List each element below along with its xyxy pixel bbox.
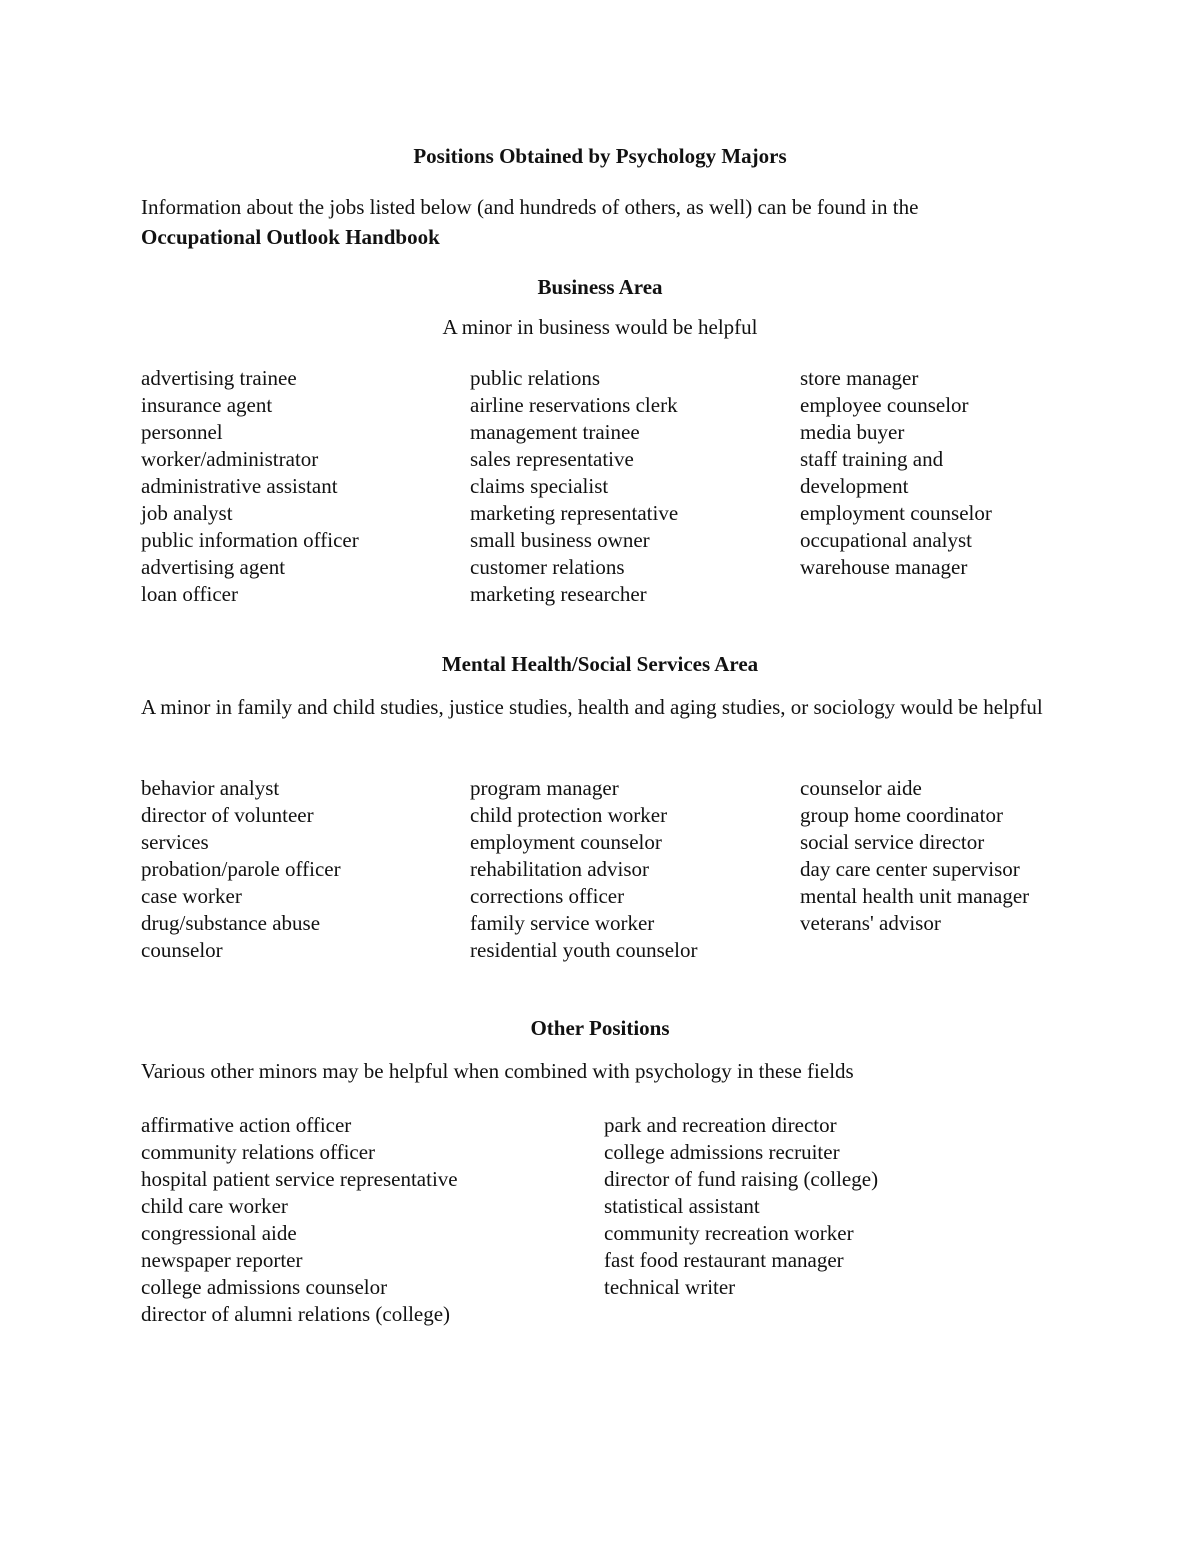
list-item: administrative assistant bbox=[141, 474, 338, 498]
list-item: drug/substance abuse bbox=[141, 911, 321, 935]
list-item: occupational analyst bbox=[800, 528, 973, 552]
list-item: management trainee bbox=[470, 420, 640, 444]
list-item: congressional aide bbox=[141, 1221, 297, 1245]
business-column-3 bbox=[800, 365, 992, 581]
list-item: fast food restaurant manager bbox=[604, 1248, 844, 1272]
list-item: child protection worker bbox=[470, 803, 668, 827]
list-item: mental health unit manager bbox=[800, 884, 1030, 908]
list-item: program manager bbox=[470, 776, 619, 800]
list-item: employment counselor bbox=[800, 501, 992, 525]
list-item: media buyer bbox=[800, 420, 905, 444]
list-item: hospital patient service representative bbox=[141, 1167, 458, 1191]
list-item: group home coordinator bbox=[800, 803, 1003, 827]
list-item: director of volunteer bbox=[141, 803, 314, 827]
mental-health-column-2 bbox=[470, 775, 697, 964]
list-item: community relations officer bbox=[141, 1140, 376, 1164]
list-item: technical writer bbox=[604, 1275, 736, 1299]
list-item: affirmative action officer bbox=[141, 1113, 352, 1137]
business-heading: Business Area bbox=[537, 275, 663, 299]
list-item: rehabilitation advisor bbox=[470, 857, 650, 881]
list-item: marketing representative bbox=[470, 501, 679, 525]
list-item: director of alumni relations (college) bbox=[141, 1302, 451, 1326]
list-item: development bbox=[800, 474, 909, 498]
list-item: personnel bbox=[141, 420, 223, 444]
mental-health-note: A minor in family and child studies, justice studies, health and aging studies, or sociology would be helpful bbox=[141, 695, 1043, 719]
page-title: Positions Obtained by Psychology Majors bbox=[413, 144, 787, 168]
business-note: A minor in business would be helpful bbox=[442, 315, 758, 339]
other-column-1 bbox=[141, 1112, 458, 1328]
intro-text: Information about the jobs listed below (and hundreds of others, as well) can be found in the bbox=[141, 195, 919, 219]
list-item: public information officer bbox=[141, 528, 359, 552]
mental-health-column-3 bbox=[800, 775, 1029, 937]
list-item: corrections officer bbox=[470, 884, 625, 908]
business-column-1 bbox=[141, 365, 359, 608]
other-column-2 bbox=[604, 1112, 878, 1301]
list-item: staff training and bbox=[800, 447, 944, 471]
list-item: college admissions counselor bbox=[141, 1275, 388, 1299]
list-item: job analyst bbox=[141, 501, 233, 525]
list-item: counselor bbox=[141, 938, 223, 962]
list-item: counselor aide bbox=[800, 776, 922, 800]
handbook-title: Occupational Outlook Handbook bbox=[141, 225, 440, 249]
list-item: park and recreation director bbox=[604, 1113, 837, 1137]
list-item: small business owner bbox=[470, 528, 650, 552]
list-item: statistical assistant bbox=[604, 1194, 760, 1218]
list-item: college admissions recruiter bbox=[604, 1140, 840, 1164]
list-item: advertising trainee bbox=[141, 366, 297, 390]
list-item: advertising agent bbox=[141, 555, 286, 579]
list-item: employment counselor bbox=[470, 830, 662, 854]
list-item: airline reservations clerk bbox=[470, 393, 678, 417]
list-item: sales representative bbox=[470, 447, 634, 471]
business-column-2 bbox=[470, 365, 678, 608]
mental-health-heading: Mental Health/Social Services Area bbox=[441, 652, 759, 676]
list-item: store manager bbox=[800, 366, 919, 390]
list-item: child care worker bbox=[141, 1194, 288, 1218]
list-item: services bbox=[141, 830, 209, 854]
list-item: customer relations bbox=[470, 555, 625, 579]
list-item: case worker bbox=[141, 884, 242, 908]
list-item: day care center supervisor bbox=[800, 857, 1020, 881]
list-item: public relations bbox=[470, 366, 601, 390]
list-item: newspaper reporter bbox=[141, 1248, 303, 1272]
list-item: residential youth counselor bbox=[470, 938, 698, 962]
list-item: loan officer bbox=[141, 582, 238, 606]
other-note: Various other minors may be helpful when combined with psychology in these fields bbox=[141, 1059, 854, 1083]
list-item: worker/administrator bbox=[141, 447, 319, 471]
list-item: family service worker bbox=[470, 911, 655, 935]
list-item: veterans' advisor bbox=[800, 911, 941, 935]
list-item: warehouse manager bbox=[800, 555, 968, 579]
other-heading: Other Positions bbox=[530, 1016, 670, 1040]
list-item: social service director bbox=[800, 830, 985, 854]
list-item: insurance agent bbox=[141, 393, 273, 417]
list-item: marketing researcher bbox=[470, 582, 647, 606]
mental-health-column-1 bbox=[141, 775, 341, 964]
list-item: behavior analyst bbox=[141, 776, 280, 800]
list-item: employee counselor bbox=[800, 393, 969, 417]
list-item: probation/parole officer bbox=[141, 857, 341, 881]
list-item: community recreation worker bbox=[604, 1221, 854, 1245]
list-item: director of fund raising (college) bbox=[604, 1167, 879, 1191]
list-item: claims specialist bbox=[470, 474, 609, 498]
